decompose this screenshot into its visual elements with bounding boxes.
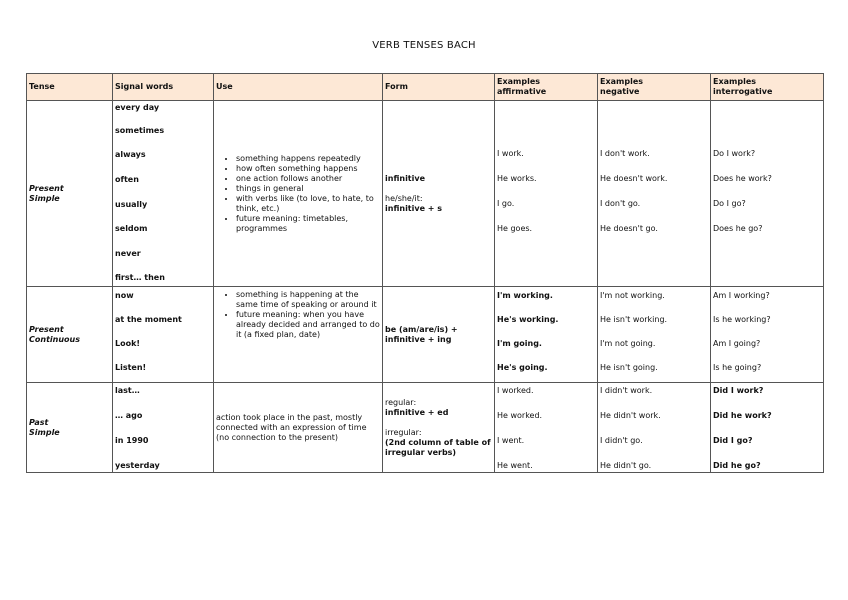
example: I didn't work.: [600, 386, 653, 395]
example: He worked.: [497, 411, 543, 420]
signal-word: often: [115, 175, 139, 184]
header-interrogative-line2: interrogative: [713, 87, 773, 96]
example: I'm working.: [497, 291, 553, 300]
use-text: action took place in the past, mostly connected with an expression of time (no connection to the present): [216, 412, 367, 442]
signal-word: in 1990: [115, 436, 149, 445]
form-cell: [383, 101, 495, 287]
example: Is he going?: [713, 363, 762, 372]
use-cell: [214, 287, 383, 383]
form-line: irregular:: [385, 427, 422, 437]
use-item: • how often something happens: [236, 164, 380, 174]
form-line: infinitive: [385, 173, 426, 183]
header-row: [27, 74, 824, 101]
example: He doesn't go.: [600, 224, 658, 233]
signal-word: … ago: [115, 411, 143, 420]
tense-label: Continuous: [29, 334, 80, 344]
use-cell: [214, 101, 383, 287]
signal-word: seldom: [115, 224, 148, 233]
header-affirmative: [495, 74, 598, 101]
affirmative-cell: [495, 383, 598, 473]
example: Did I work?: [713, 386, 764, 395]
example: He's going.: [497, 363, 548, 372]
form-line: regular:: [385, 397, 417, 407]
verb-tenses-table: [26, 73, 824, 473]
header-form: Form: [383, 74, 495, 101]
header-interrogative-line1: Examples: [713, 77, 757, 86]
example: Does he go?: [713, 224, 763, 233]
header-negative-line1: Examples: [600, 77, 644, 86]
example: Did he go?: [713, 461, 761, 470]
signal-words-cell: [113, 101, 214, 287]
form-cell: [383, 287, 495, 383]
signal-word: usually: [115, 200, 148, 209]
header-negative: [598, 74, 711, 101]
use-item: • something happens repeatedly: [236, 154, 380, 164]
form-line: infinitive + ed: [385, 407, 449, 417]
example: Did I go?: [713, 436, 753, 445]
tense-cell: [27, 101, 113, 287]
example: Do I go?: [713, 199, 746, 208]
form-line: he/she/it:: [385, 193, 423, 203]
interrogative-cell: [711, 287, 824, 383]
tense-label: Simple: [29, 193, 60, 203]
tense-label: Present: [29, 183, 64, 193]
form-line: be (am/are/is) +: [385, 324, 458, 334]
example: Am I going?: [713, 339, 761, 348]
example: He goes.: [497, 224, 533, 233]
signal-word: Look!: [115, 339, 141, 348]
example: I went.: [497, 436, 525, 445]
tense-label: Present: [29, 324, 64, 334]
example: I'm not going.: [600, 339, 656, 348]
example: I'm not working.: [600, 291, 665, 300]
example: I go.: [497, 199, 515, 208]
header-tense: Tense: [27, 74, 113, 101]
header-signal-words: Signal words: [113, 74, 214, 101]
tense-label: Past: [29, 417, 49, 427]
header-interrogative: [711, 74, 824, 101]
tense-cell: [27, 287, 113, 383]
signal-word: at the moment: [115, 315, 182, 324]
example: I'm going.: [497, 339, 542, 348]
example: Am I working?: [713, 291, 770, 300]
interrogative-cell: [711, 383, 824, 473]
tense-label: Simple: [29, 427, 60, 437]
signal-words-cell: [113, 383, 214, 473]
example: He didn't work.: [600, 411, 661, 420]
affirmative-cell: [495, 101, 598, 287]
use-list: [216, 290, 380, 340]
example: I don't work.: [600, 149, 650, 158]
signal-word: sometimes: [115, 126, 165, 135]
use-item: • future meaning: timetables, programmes: [236, 214, 380, 234]
use-item: • with verbs like (to love, to hate, to think, etc.): [236, 194, 380, 214]
signal-word: always: [115, 150, 146, 159]
header-affirmative-line2: affirmative: [497, 87, 547, 96]
example: He doesn't work.: [600, 174, 668, 183]
negative-cell: [598, 287, 711, 383]
form-cell: [383, 383, 495, 473]
affirmative-cell: [495, 287, 598, 383]
signal-word: Listen!: [115, 363, 147, 372]
example: I worked.: [497, 386, 534, 395]
header-negative-line2: negative: [600, 87, 640, 96]
header-use: Use: [214, 74, 383, 101]
example: Did he work?: [713, 411, 772, 420]
signal-word: yesterday: [115, 461, 160, 470]
use-cell: [214, 383, 383, 473]
row-present-continuous: [27, 287, 824, 383]
example: I work.: [497, 149, 524, 158]
signal-words-cell: [113, 287, 214, 383]
example: He works.: [497, 174, 537, 183]
signal-word: never: [115, 249, 141, 258]
signal-word: last…: [115, 386, 140, 395]
interrogative-cell: [711, 101, 824, 287]
example: Do I work?: [713, 149, 756, 158]
example: I didn't go.: [600, 436, 643, 445]
form-line: infinitive + ing: [385, 334, 452, 344]
row-past-simple: [27, 383, 824, 473]
use-list: [216, 154, 380, 234]
form-line: (2nd column of table of irregular verbs): [385, 437, 491, 457]
example: He isn't going.: [600, 363, 658, 372]
example: He didn't go.: [600, 461, 652, 470]
use-item: • things in general: [236, 184, 380, 194]
use-item: • one action follows another: [236, 174, 380, 184]
example: Does he work?: [713, 174, 772, 183]
signal-word: every day: [115, 103, 160, 112]
example: Is he working?: [713, 315, 771, 324]
example: I don't go.: [600, 199, 641, 208]
use-item: • something is happening at the same time of speaking or around it: [236, 290, 380, 310]
tense-cell: [27, 383, 113, 473]
header-affirmative-line1: Examples: [497, 77, 541, 86]
signal-word: first… then: [115, 273, 165, 282]
negative-cell: [598, 101, 711, 287]
signal-word: now: [115, 291, 134, 300]
form-line: infinitive + s: [385, 203, 443, 213]
use-item: • future meaning: when you have already decided and arranged to do it (a fixed plan, date): [236, 310, 380, 340]
example: He's working.: [497, 315, 559, 324]
example: He isn't working.: [600, 315, 668, 324]
example: He went.: [497, 461, 533, 470]
negative-cell: [598, 383, 711, 473]
row-present-simple: [27, 101, 824, 287]
page-title: VERB TENSES BACH: [372, 40, 476, 51]
